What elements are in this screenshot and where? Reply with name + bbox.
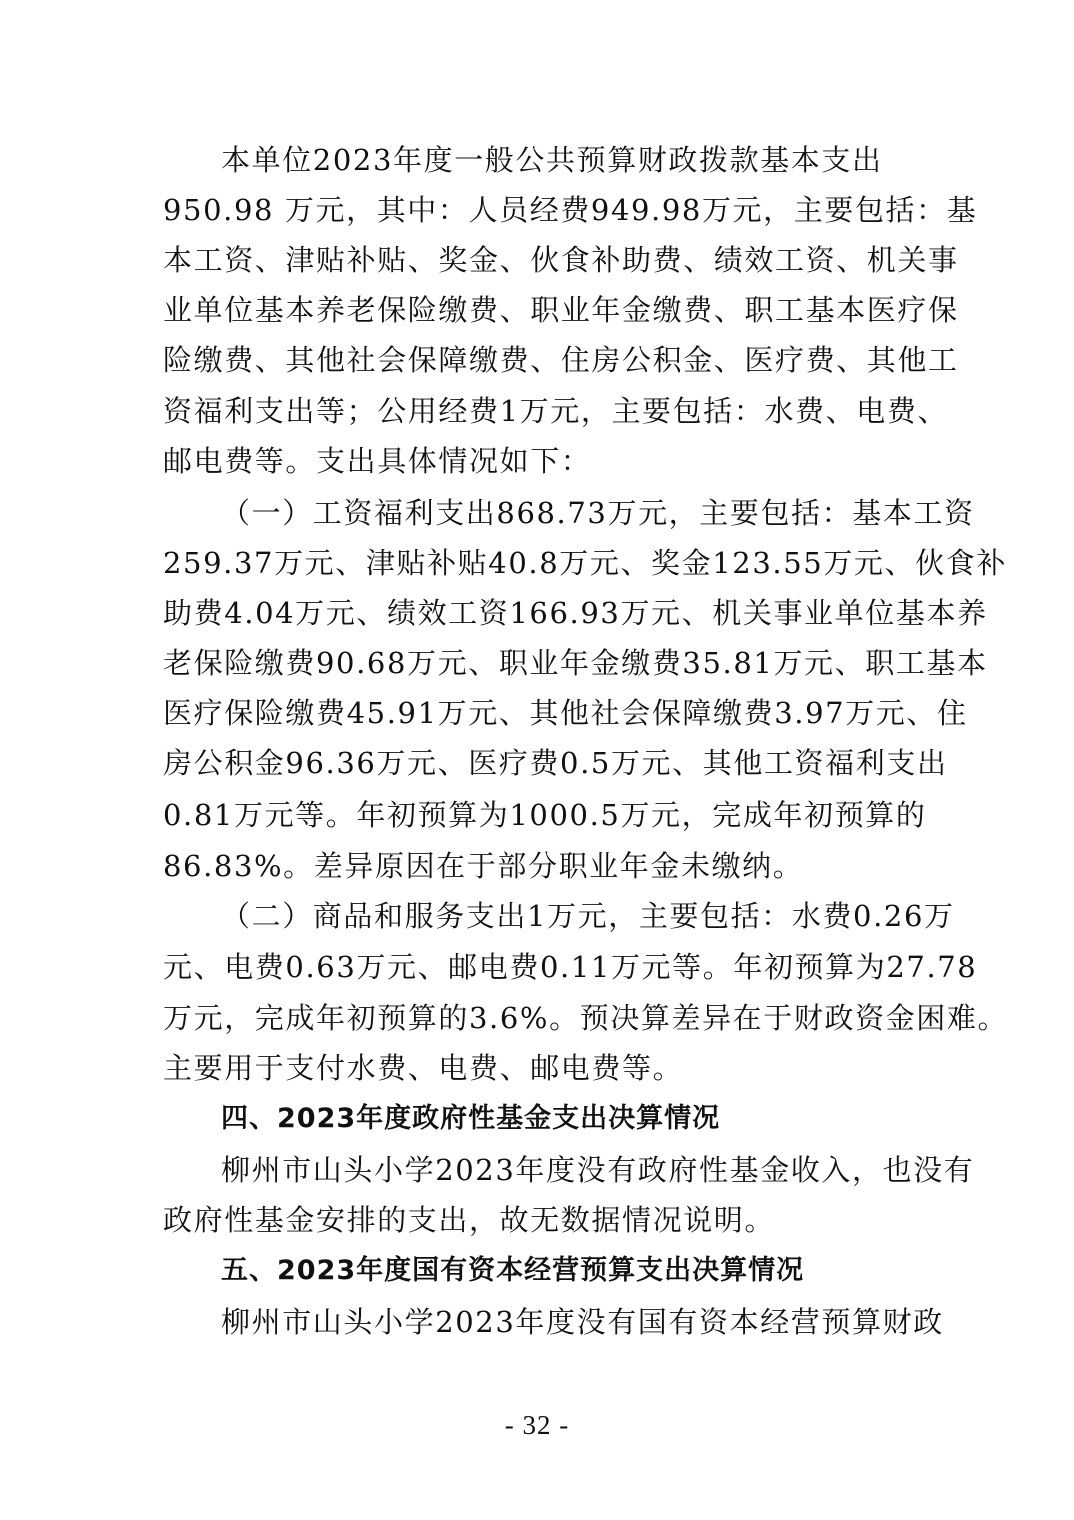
paragraph-line: 政府性基金安排的支出，故无数据情况说明。	[163, 1203, 776, 1237]
paragraph-line: 业单位基本养老保险缴费、职业年金缴费、职工基本医疗保	[163, 293, 959, 327]
paragraph-line: 柳州市山头小学2023年度没有政府性基金收入，也没有	[221, 1153, 975, 1187]
page-number: - 32 -	[504, 1410, 570, 1440]
paragraph-line: 医疗保险缴费45.91万元、其他社会保障缴费3.97万元、住	[163, 696, 968, 730]
paragraph-line: （一）工资福利支出868.73万元，主要包括：基本工资	[221, 496, 975, 530]
paragraph-line: 柳州市山头小学2023年度没有国有资本经营预算财政	[221, 1305, 944, 1339]
paragraph-line: 元、电费0.63万元、邮电费0.11万元等。年初预算为27.78	[163, 950, 978, 984]
paragraph-line: 0.81万元等。年初预算为1000.5万元，完成年初预算的	[163, 798, 927, 832]
paragraph-line: 本单位2023年度一般公共预算财政拨款基本支出	[221, 143, 883, 177]
paragraph-line: 259.37万元、津贴补贴40.8万元、奖金123.55万元、伙食补	[163, 546, 1007, 580]
paragraph-line: 险缴费、其他社会保障缴费、住房公积金、医疗费、其他工	[163, 343, 959, 377]
paragraph-line: 86.83%。差异原因在于部分职业年金未缴纳。	[163, 849, 804, 883]
section-heading: 四、2023年度政府性基金支出决算情况	[221, 1103, 721, 1134]
paragraph-line: 资福利支出等；公用经费1万元，主要包括：水费、电费、	[163, 394, 949, 428]
paragraph-line: 本工资、津贴补贴、奖金、伙食补助费、绩效工资、机关事	[163, 243, 959, 277]
section-heading: 五、2023年度国有资本经营预算支出决算情况	[221, 1255, 805, 1286]
paragraph-line: 助费4.04万元、绩效工资166.93万元、机关事业单位基本养	[163, 596, 988, 630]
paragraph-line: 老保险缴费90.68万元、职业年金缴费35.81万元、职工基本	[163, 646, 988, 680]
paragraph-line: （二）商品和服务支出1万元，主要包括：水费0.26万	[221, 899, 955, 933]
paragraph-line: 房公积金96.36万元、医疗费0.5万元、其他工资福利支出	[163, 746, 948, 780]
paragraph-line: 主要用于支付水费、电费、邮电费等。	[163, 1051, 684, 1085]
paragraph-line: 邮电费等。支出具体情况如下：	[163, 444, 592, 478]
paragraph-line: 950.98 万元，其中：人员经费949.98万元，主要包括：基	[163, 193, 978, 227]
paragraph-line: 万元，完成年初预算的3.6%。预决算差异在于财政资金困难。	[163, 1001, 1009, 1035]
